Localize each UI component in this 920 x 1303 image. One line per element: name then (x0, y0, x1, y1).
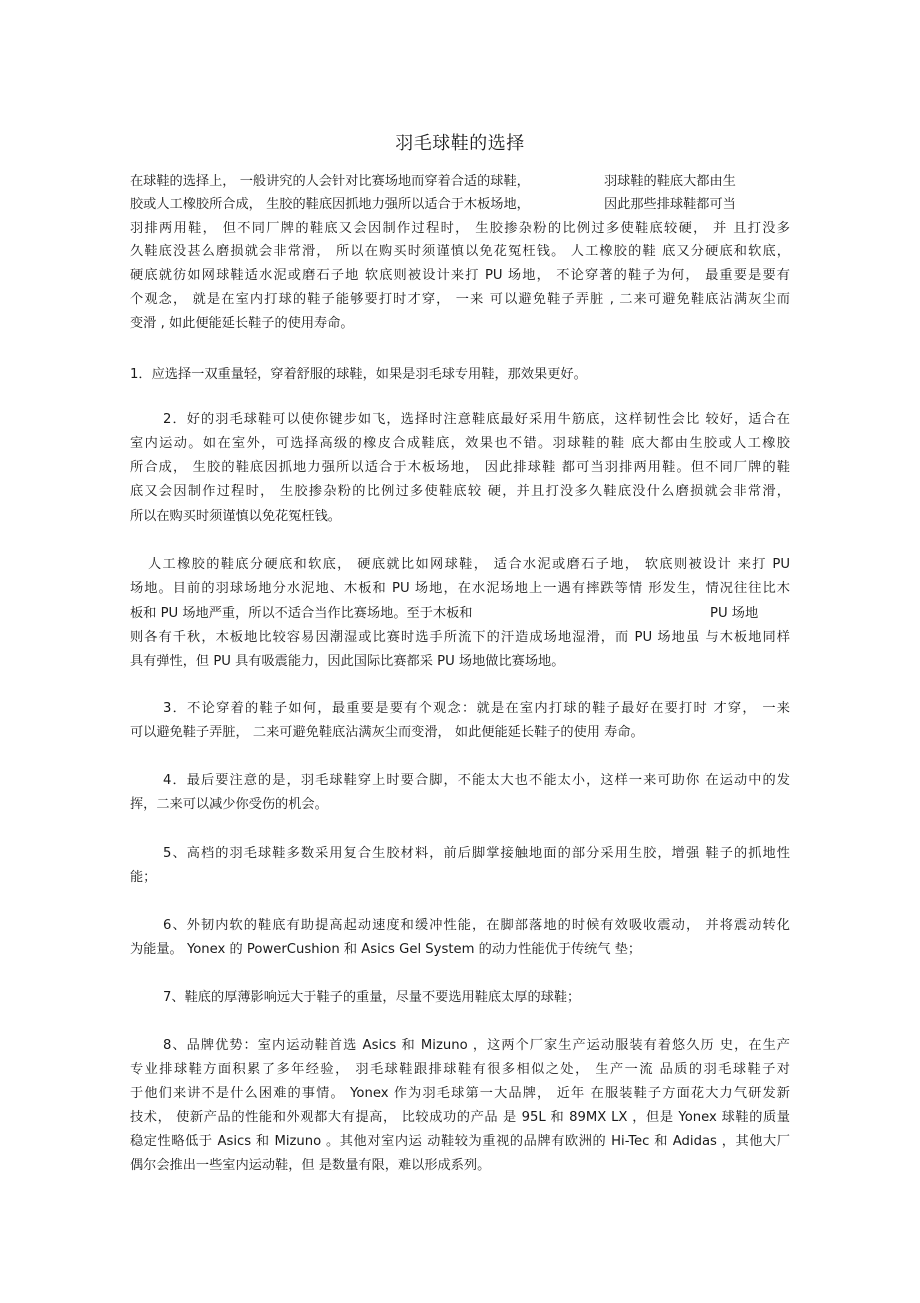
item-2-line-1: 2．好的羽毛球鞋可以使你键步如飞，选择时注意鞋底最好采用牛筋底，这样韧性会比 较好，适合在 (163, 412, 790, 427)
item-6-line-1: 6、外韧内软的鞋底有助提高起动速度和缓冲性能，在脚部落地的时候有效吸收震动， 并将震动转化 (163, 918, 790, 933)
rubber-line-1: 人工橡胶的鞋底分硬底和软底， 硬底就比如网球鞋， 适合水泥或磨石子地， 软底则被设计 来打 PU (148, 557, 790, 572)
item-2-line-5: 所以在购买时须谨慎以免花冤枉钱。 (130, 509, 341, 524)
item-8-line-5: 稳定性略低于 Asics 和 Mizuno 。其他对室内运 动鞋较为重视的品牌有欧洲的 Hi-Tec 和 Adidas ，其他大厂 (130, 1134, 790, 1149)
item-5-line-1: 5、高档的羽毛球鞋多数采用复合生胶材料，前后脚掌接触地面的部分采用生胶，增强 鞋子的抓地性 (163, 846, 790, 861)
item-8-line-4: 技术， 使新产品的性能和外观都大有提高， 比较成功的产品 是 95L 和 89MX LX ，但是 Yonex 球鞋的质量 (130, 1110, 790, 1125)
intro-line-2b: 因此那些排球鞋都可当 (604, 197, 736, 212)
rubber-line-3b: PU 场地 (710, 606, 759, 621)
item-6-line-2: 为能量。 Yonex 的 PowerCushion 和 Asics Gel System 的动力性能优于传统气 垫； (130, 942, 642, 957)
intro-line-5: 硬底就彷如网球鞋适水泥或磨石子地 软底则被设计来打 PU 场地， 不论穿著的鞋子为何， 最重要是要有 (130, 268, 790, 283)
intro-line-4: 久鞋底没甚么磨损就会非常滑， 所以在购买时须谨慎以免花冤枉钱。 人工橡胶的鞋 底又分硬底和软底， (130, 244, 790, 259)
item-3-line-2: 可以避免鞋子弄脏， 二来可避免鞋底沾满灰尘而变滑， 如此便能延长鞋子的使用 寿命。 (130, 725, 644, 740)
page-title: 羽毛球鞋的选择 (395, 133, 525, 154)
rubber-line-3a: 板和 PU 场地严重，所以不适合当作比赛场地。至于木板和 (130, 606, 473, 621)
rubber-line-2: 场地。目前的羽球场地分水泥地、木板和 PU 场地，在水泥场地上一遇有摔跌等情 形发生，情况往往比木 (130, 581, 790, 596)
item-1: 1．应选择一双重量轻，穿着舒服的球鞋，如果是羽毛球专用鞋，那效果更好。 (130, 367, 587, 382)
item-4-line-1: 4．最后要注意的是，羽毛球鞋穿上时要合脚，不能太大也不能太小，这样一来可助你 在运动中的发 (163, 773, 790, 788)
intro-line-2a: 胶或人工橡胶所合成， 生胶的鞋底因抓地力强所以适合于木板场地， (130, 197, 530, 212)
item-7: 7、鞋底的厚薄影响远大于鞋子的重量，尽量不要选用鞋底太厚的球鞋； (163, 990, 581, 1005)
item-2-line-3: 所合成， 生胶的鞋底因抓地力强所以适合于木板场地， 因此排球鞋 都可当羽排两用鞋。但不同厂牌的鞋 (130, 460, 790, 475)
item-2-line-2: 室内运动。如在室外，可选择高级的橡皮合成鞋底，效果也不错。羽球鞋的鞋 底大都由生胶或人工橡胶 (130, 436, 790, 451)
intro-line-1a: 在球鞋的选择上， 一般讲究的人会针对比赛场地而穿着合适的球鞋， (130, 174, 530, 189)
item-8-line-6: 偶尔会推出一些室内运动鞋，但 是数量有限，难以形成系列。 (130, 1158, 491, 1173)
intro-line-3: 羽排两用鞋， 但不同厂牌的鞋底又会因制作过程时， 生胶掺杂粉的比例过多使鞋底较硬， 并 且打没多 (130, 221, 790, 236)
item-8-line-1: 8、品牌优势：室内运动鞋首选 Asics 和 Mizuno ，这两个厂家生产运动服装有着悠久历 史，在生产 (163, 1038, 790, 1053)
item-4-line-2: 挥，二来可以减少你受伤的机会。 (130, 797, 328, 812)
item-8-line-3: 于他们来讲不是什么困难的事情。 Yonex 作为羽毛球第一大品牌， 近年 在服装鞋子方面花大力气研发新 (130, 1086, 790, 1101)
rubber-line-5: 具有弹性，但 PU 具有吸震能力，因此国际比赛都采 PU 场地做比赛场地。 (130, 654, 565, 669)
item-2-line-4: 底又会因制作过程时， 生胶掺杂粉的比例过多使鞋底较 硬，并且打没多久鞋底没什么磨损就会非常滑， (130, 484, 790, 499)
item-3-line-1: 3．不论穿着的鞋子如何，最重要是要有个观念：就是在室内打球的鞋子最好在要打时 才穿， 一来 (163, 701, 790, 716)
item-5-line-2: 能； (130, 870, 157, 885)
intro-line-7: 变滑 , 如此便能延长鞋子的使用寿命。 (130, 316, 354, 331)
rubber-line-4: 则各有千秋，木板地比较容易因潮湿或比赛时选手所流下的汗造成场地湿滑，而 PU 场地虽 与木板地同样 (130, 630, 790, 645)
item-8-line-2: 专业排球鞋方面积累了多年经验， 羽毛球鞋跟排球鞋有很多相似之处， 生产一流 品质的羽毛球鞋子对 (130, 1062, 790, 1077)
intro-line-1b: 羽球鞋的鞋底大都由生 (604, 174, 736, 189)
intro-line-6: 个观念， 就是在室内打球的鞋子能够要打时才穿， 一来 可以避免鞋子弄脏 , 二来可避免鞋底沾满灰尘而 (130, 292, 790, 307)
